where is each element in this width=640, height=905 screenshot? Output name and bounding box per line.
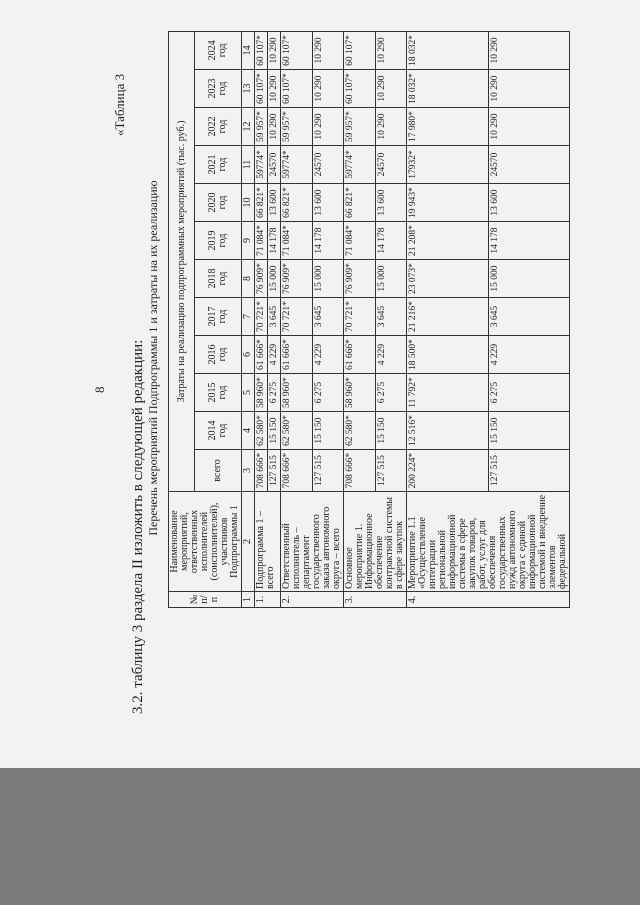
cell-value: 10 290 [375,31,407,69]
row-number: 3. [344,592,407,608]
cell-value: 13 600 [375,184,407,222]
header-year: 2015 год [195,374,242,412]
cell-value: 708 666* [344,450,376,492]
cell-value: 76 909* [344,260,376,298]
cell-value: 4 229 [268,336,281,374]
page-number: 8 [92,386,107,393]
header-num: № п/п [169,592,242,608]
table-row [344,31,376,607]
cell-value: 127 515 [268,450,281,492]
col-number: 7 [242,298,255,336]
header-year: 2017 год [195,298,242,336]
row-number: 4. [407,592,570,608]
cell-value: 12 516* [407,412,489,450]
row-name: Основное мероприятие 1. Информационное обеспечение контрактной системы в сфере закупок [344,492,407,592]
cell-value: 59774* [344,146,376,184]
header-year: 2021 год [195,146,242,184]
cell-value: 24570 [488,146,570,184]
cell-value: 61 666* [255,336,268,374]
cell-value: 66 821* [344,184,376,222]
cell-value: 10 290 [312,31,344,69]
cell-value: 6 275 [375,374,407,412]
col-number: 4 [242,412,255,450]
col-number: 10 [242,184,255,222]
cell-value: 14 178 [488,222,570,260]
cell-value: 59774* [255,146,268,184]
cell-value: 13 600 [488,184,570,222]
cell-value: 19 943* [407,184,489,222]
cell-value: 70 721* [255,298,268,336]
cell-value: 15 150 [268,412,281,450]
cell-value: 59 957* [255,108,268,146]
cell-value: 6 275 [488,374,570,412]
col-number: 13 [242,70,255,108]
cell-value: 71 084* [344,222,376,260]
cell-value: 61 666* [344,336,376,374]
cell-value: 3 645 [488,298,570,336]
col-number: 2 [242,492,255,592]
cell-value: 60 107* [344,31,376,69]
row-name: Подпрограмма 1 – всего [255,492,281,592]
cell-value: 62 580* [344,412,376,450]
cell-value: 15 000 [268,260,281,298]
cell-value: 3 645 [268,298,281,336]
row-number: 1. [255,592,281,608]
header-name: Наименование мероприятий, ответственных исполнителей (соисполнителей), участников Подпрограммы 1 [169,492,242,592]
table-row [407,31,489,607]
cell-value: 17932* [407,146,489,184]
cell-value: 15 000 [488,260,570,298]
cell-value: 10 290 [268,31,281,69]
header-costs: Затраты на реализацию подпрограммных мероприятий (тыс. руб.) [169,31,195,491]
cell-value: 58 960* [255,374,268,412]
col-number: 12 [242,108,255,146]
cell-value: 23 073* [407,260,489,298]
cell-value: 24570 [312,146,344,184]
cell-value: 59 957* [344,108,376,146]
header-year: 2018 год [195,260,242,298]
cell-value: 10 290 [488,70,570,108]
cell-value: 66 821* [255,184,268,222]
cell-value: 127 515 [488,450,570,492]
col-number: 1 [242,592,255,608]
col-number: 8 [242,260,255,298]
cell-value: 10 290 [268,70,281,108]
col-number: 3 [242,450,255,492]
cell-value: 10 290 [488,31,570,69]
cell-value: 10 290 [268,108,281,146]
cell-value: 62 580* [281,412,313,450]
cell-value: 60 107* [281,70,313,108]
cell-value: 24570 [375,146,407,184]
header-year: 2023 год [195,70,242,108]
table-row [281,31,313,607]
header-year: 2016 год [195,336,242,374]
table-label: «Таблица 3 [112,73,127,136]
cell-value: 6 275 [268,374,281,412]
cell-value: 21 208* [407,222,489,260]
cell-value: 15 000 [312,260,344,298]
costs-table [168,31,570,608]
cell-value: 10 290 [375,70,407,108]
cell-value: 21 216* [407,298,489,336]
cell-value: 4 229 [312,336,344,374]
cell-value: 60 107* [255,70,268,108]
cell-value: 14 178 [375,222,407,260]
cell-value: 59774* [281,146,313,184]
cell-value: 11 792* [407,374,489,412]
cell-value: 70 721* [281,298,313,336]
cell-value: 62 580* [255,412,268,450]
cell-value: 10 290 [375,108,407,146]
cell-value: 61 666* [281,336,313,374]
header-year: 2024 год [195,31,242,69]
cell-value: 60 107* [344,70,376,108]
scan-background [0,768,640,905]
intro-text: 3.2. таблицу 3 раздела II изложить в следующей редакции: [130,339,146,714]
cell-value: 14 178 [312,222,344,260]
header-year: 2020 год [195,184,242,222]
col-number: 9 [242,222,255,260]
cell-value: 6 275 [312,374,344,412]
cell-value: 708 666* [255,450,268,492]
cell-value: 58 960* [344,374,376,412]
cell-value: 15 000 [375,260,407,298]
cell-value: 15 150 [312,412,344,450]
cell-value: 127 515 [375,450,407,492]
cell-value: 127 515 [312,450,344,492]
cell-value: 14 178 [268,222,281,260]
row-name: Мероприятие 1.1 «Осуществление интеграции региональной информационной системы в сфере закупок товаров, работ, услуг для обеспечения государственных нужд автономного округа с единой информационной системой и внедрение элементов федеральной [407,492,570,592]
cell-value: 71 084* [255,222,268,260]
cell-value: 10 290 [312,70,344,108]
cell-value: 708 666* [281,450,313,492]
cell-value: 15 150 [375,412,407,450]
header-row-1 [169,31,195,607]
cell-value: 58 960* [281,374,313,412]
cell-value: 76 909* [281,260,313,298]
table-title: Перечень мероприятий Подпрограммы 1 и затраты на их реализацию [146,180,160,536]
cell-value: 200 224* [407,450,489,492]
cell-value: 10 290 [488,108,570,146]
cell-value: 4 229 [375,336,407,374]
cell-value: 17 980* [407,108,489,146]
column-number-row [242,31,255,607]
cell-value: 10 290 [312,108,344,146]
cell-value: 4 229 [488,336,570,374]
cell-value: 13 600 [268,184,281,222]
cell-value: 66 821* [281,184,313,222]
col-number: 5 [242,374,255,412]
cell-value: 18 500* [407,336,489,374]
cell-value: 24570 [268,146,281,184]
cell-value: 76 909* [255,260,268,298]
col-number: 6 [242,336,255,374]
cell-value: 70 721* [344,298,376,336]
header-year: 2022 год [195,108,242,146]
cell-value: 60 107* [281,31,313,69]
cell-value: 13 600 [312,184,344,222]
cell-value: 71 084* [281,222,313,260]
row-name: Ответственный исполнитель – департамент государственного заказа автономного округа – всего [281,492,344,592]
cell-value: 18 032* [407,31,489,69]
header-year: 2019 год [195,222,242,260]
cell-value: 59 957* [281,108,313,146]
cell-value: 3 645 [375,298,407,336]
cell-value: 3 645 [312,298,344,336]
cell-value: 60 107* [255,31,268,69]
row-number: 2. [281,592,344,608]
cell-value: 15 150 [488,412,570,450]
header-year: 2014 год [195,412,242,450]
col-number: 11 [242,146,255,184]
table-row [255,31,268,607]
header-total: всего [195,450,242,492]
cell-value: 18 032* [407,70,489,108]
col-number: 14 [242,31,255,69]
